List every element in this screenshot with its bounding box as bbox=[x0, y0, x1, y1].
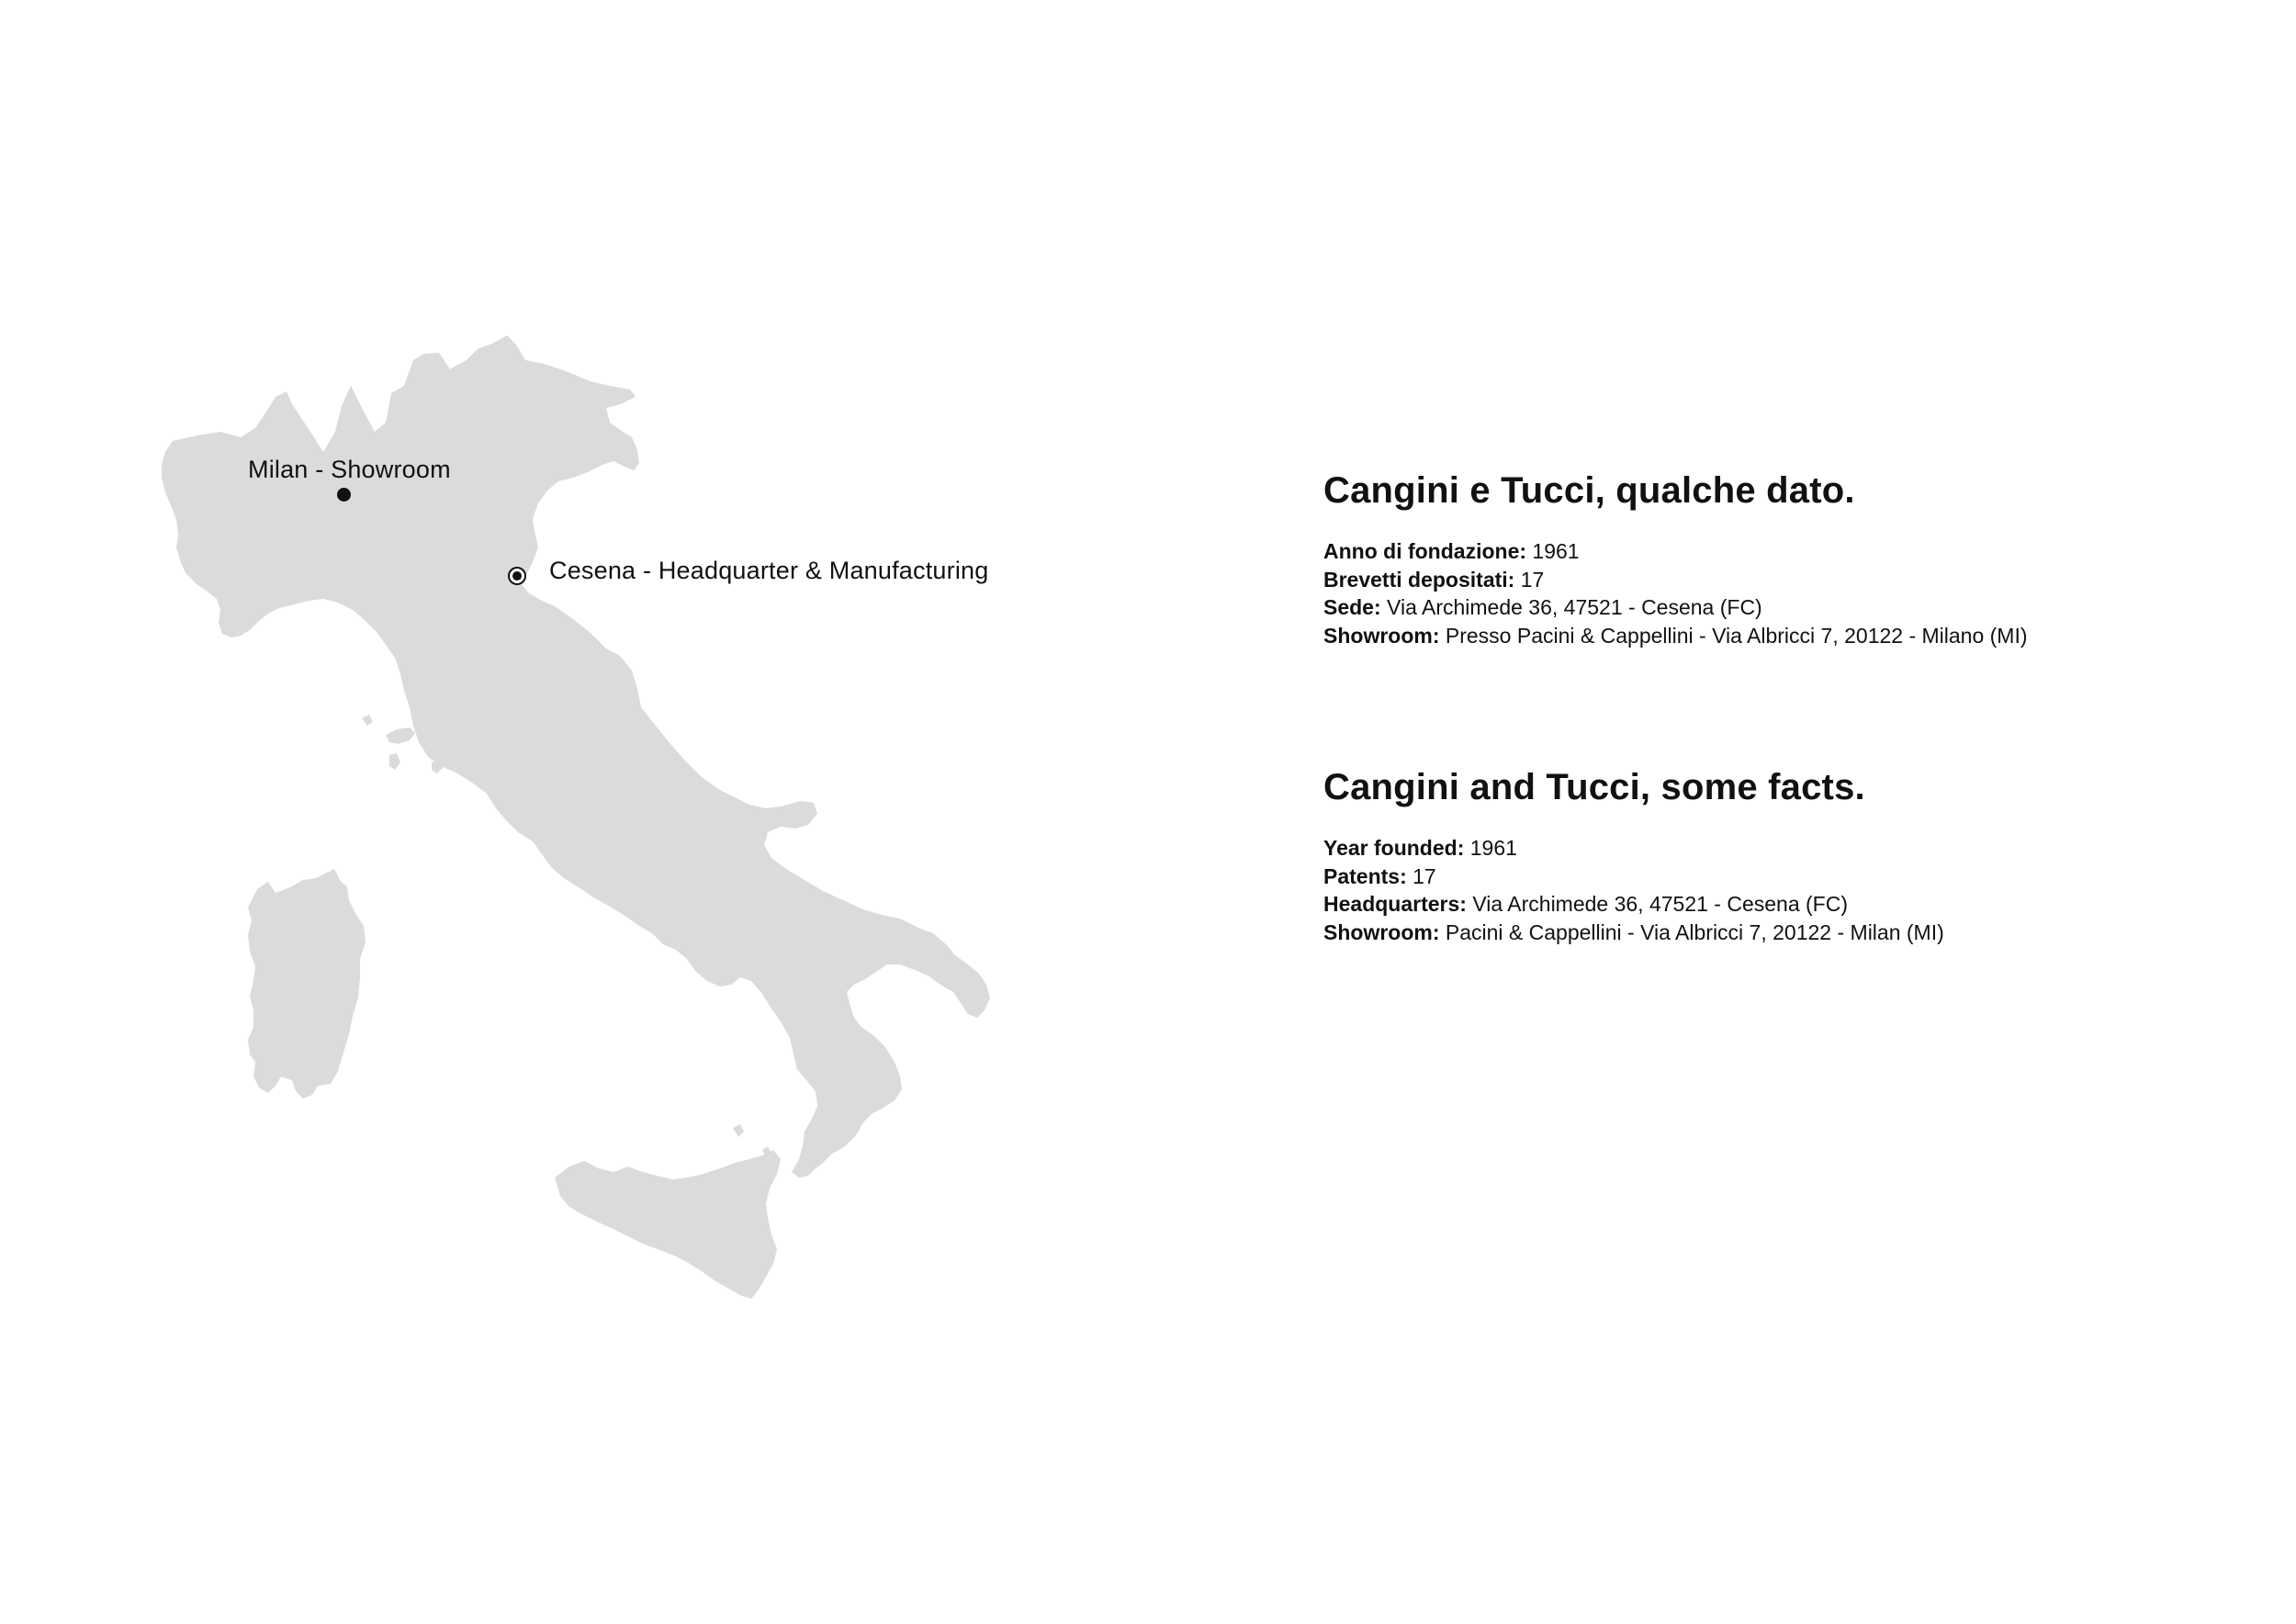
fact-value: Via Archimede 36, 47521 - Cesena (FC) bbox=[1387, 595, 1762, 619]
fact-key: Showroom: bbox=[1323, 919, 1440, 944]
fact-row-showroom bbox=[1323, 919, 2150, 947]
fact-value: 17 bbox=[1520, 567, 1545, 592]
facts-section-english bbox=[1323, 767, 2150, 946]
fact-value: 1961 bbox=[1532, 539, 1580, 563]
fact-row-showroom bbox=[1323, 622, 2150, 650]
fact-value: Presso Pacini & Cappellini - Via Albricci 7, 20122 - Milano (MI) bbox=[1445, 623, 2028, 648]
milan-label: Milan - Showroom bbox=[248, 456, 451, 483]
small-island-shape bbox=[733, 1124, 744, 1137]
fact-value: 1961 bbox=[1469, 836, 1517, 860]
fact-row-founded bbox=[1323, 834, 2150, 863]
fact-row-headquarters bbox=[1323, 593, 2150, 622]
fact-value: Pacini & Cappellini - Via Albricci 7, 20122 - Milan (MI) bbox=[1445, 919, 1944, 944]
section-title: Cangini e Tucci, qualche dato. bbox=[1323, 470, 1855, 511]
fact-value: 17 bbox=[1412, 863, 1436, 888]
cesena-label: Cesena - Headquarter & Manufacturing bbox=[549, 557, 989, 584]
italy-map-svg bbox=[0, 0, 1102, 1470]
fact-row-patents bbox=[1323, 566, 2150, 594]
facts-section-italian bbox=[1323, 470, 2150, 649]
fact-key: Headquarters: bbox=[1323, 892, 1467, 916]
fact-row-founded bbox=[1323, 537, 2150, 566]
italy-map bbox=[0, 0, 1102, 1470]
elba-island-shape bbox=[386, 727, 415, 744]
fact-key: Showroom: bbox=[1323, 623, 1440, 648]
fact-value: Via Archimede 36, 47521 - Cesena (FC) bbox=[1472, 892, 1849, 916]
small-island-shape bbox=[389, 753, 400, 770]
sicily-shape bbox=[555, 1150, 781, 1299]
fact-key: Anno di fondazione: bbox=[1323, 539, 1527, 563]
fact-key: Brevetti depositati: bbox=[1323, 567, 1515, 592]
cesena-marker-icon bbox=[508, 567, 526, 585]
fact-row-patents bbox=[1323, 863, 2150, 891]
sardinia-shape bbox=[248, 869, 366, 1099]
milan-marker-dot bbox=[337, 488, 351, 502]
fact-key: Year founded: bbox=[1323, 836, 1465, 860]
fact-key: Sede: bbox=[1323, 595, 1381, 619]
fact-key: Patents: bbox=[1323, 863, 1407, 888]
fact-row-headquarters bbox=[1323, 890, 2150, 919]
section-title: Cangini and Tucci, some facts. bbox=[1323, 767, 1865, 807]
small-island-shape bbox=[362, 715, 373, 726]
